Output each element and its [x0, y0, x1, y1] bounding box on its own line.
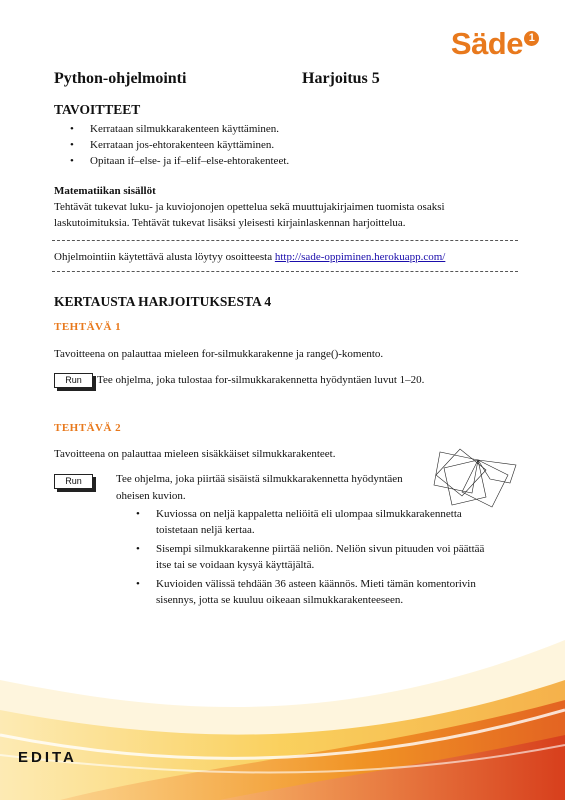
goal-item: • Kerrataan silmukkarakenteen käyttäminen.: [70, 121, 289, 137]
task2-bullet: • Sisempi silmukkarakenne piirtää neliön. Neliön sivun pituuden voi päättää itse tai se voidaan kysyä käyttäjältä.: [136, 541, 484, 573]
platform-text: Ohjelmointiin käytettävä alusta löytyy osoitteesta: [54, 251, 275, 263]
goals-heading: TAVOITTEET: [54, 102, 141, 117]
task1-label: TEHTÄVÄ 1: [54, 321, 122, 333]
review-heading: KERTAUSTA HARJOITUKSESTA 4: [54, 294, 272, 309]
goals-list: [70, 121, 289, 169]
math-text-line: laskutoimituksia. Tehtävät tukevat lisäksi yleisesti kirjainlaskennan harjoittelua.: [54, 217, 406, 229]
platform-info: [54, 249, 445, 265]
logo-superscript: 1: [524, 31, 539, 46]
platform-link[interactable]: http://sade-oppiminen.herokuapp.com/: [274, 251, 446, 263]
task2-bullets: [136, 506, 484, 608]
exercise-title: Harjoitus 5: [302, 70, 380, 87]
task2-instruction-line: oheisen kuvion.: [116, 490, 186, 502]
task2-bullet: • Kuviossa on neljä kappaletta neliöitä eli ulompaa silmukkarakennetta toistetaan neljä kertaa.: [136, 506, 484, 538]
run-button[interactable]: Run: [54, 474, 93, 489]
task2-label: TEHTÄVÄ 2: [54, 422, 122, 434]
sade-logo: Säde 1: [451, 28, 539, 59]
math-heading: Matematiikan sisällöt: [54, 185, 156, 197]
math-text-line: Tehtävät tukevat luku- ja kuviojonojen opettelua sekä muuttujakirjaimen tuomista osaksi: [54, 201, 445, 213]
task2-intro: Tavoitteena on palauttaa mieleen sisäkkäiset silmukkarakenteet.: [54, 448, 336, 460]
divider: [52, 240, 518, 241]
course-title: Python-ohjelmointi: [54, 70, 187, 87]
task1-intro: Tavoitteena on palauttaa mieleen for-silmukkarakenne ja range()-komento.: [54, 348, 384, 360]
goal-item: • Opitaan if–else- ja if–elif–else-ehtorakenteet.: [70, 153, 289, 169]
run-button[interactable]: Run: [54, 373, 93, 388]
task2-instruction-line: Tee ohjelma, joka piirtää sisäistä silmukkarakennetta hyödyntäen: [116, 473, 403, 485]
edita-logo: EDITA: [18, 749, 77, 766]
divider: [52, 271, 518, 272]
rotated-squares-figure: [430, 445, 530, 513]
task1-instruction: Tee ohjelma, joka tulostaa for-silmukkarakennetta hyödyntäen luvut 1–20.: [97, 374, 425, 386]
goal-item: • Kerrataan jos-ehtorakenteen käyttäminen.: [70, 137, 289, 153]
task2-bullet: • Kuvioiden välissä tehdään 36 asteen käännös. Mieti tämän komentorivin sisennys, jotta se kuuluu oikeaan silmukkarakenteeseen.: [136, 576, 484, 608]
